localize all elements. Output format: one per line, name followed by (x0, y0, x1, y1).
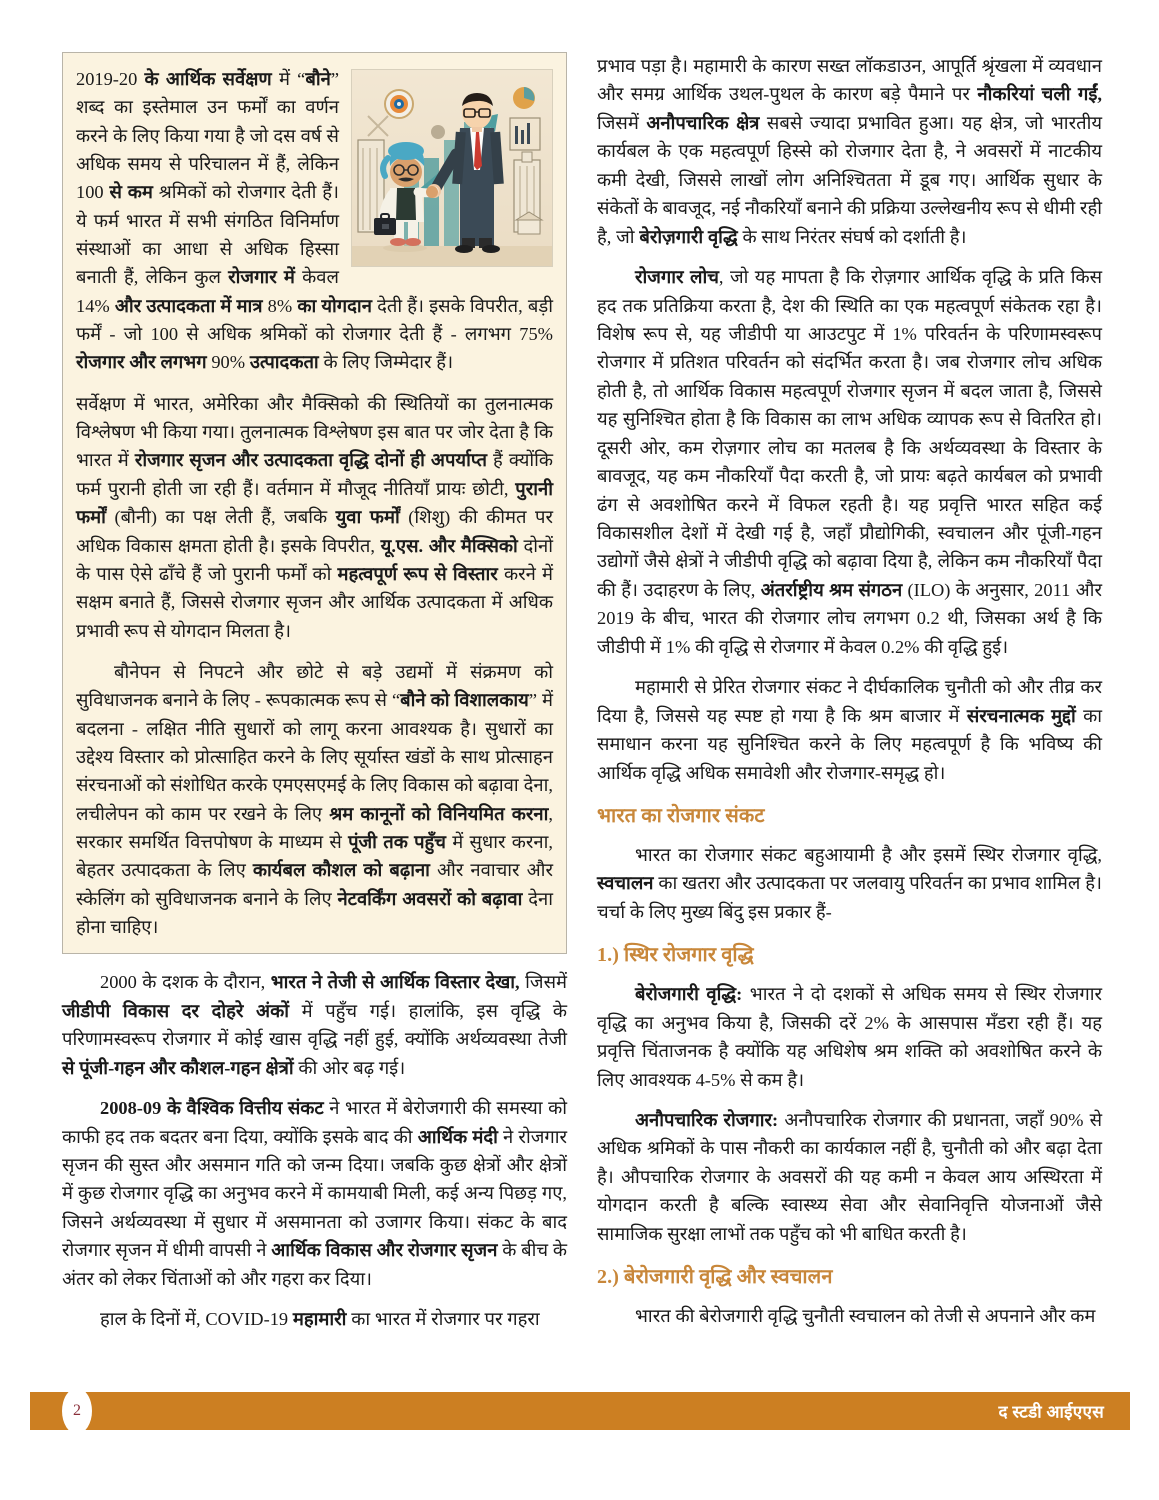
page-number-badge: 2 (62, 1388, 92, 1434)
left-paragraph-3: हाल के दिनों में, COVID-19 महामारी का भारत में रोजगार पर गहरा (100, 1309, 540, 1330)
highlight-paragraph-1: 2019-20 के आर्थिक सर्वेक्षण में “बौने” शब्द का इस्तेमाल उन फर्मों का वर्णन करने के लिए किया गया है जो दस वर्ष से अधिक समय से परिचालन में हैं, लेकिन 100 से कम श्रमिकों को रोजगार देती हैं। ये फर्म भारत में सभी संगठित विनिर्माण संस्थाओं का आधा से अधिक हिस्सा बनाती हैं, लेकिन कुल रोजगार में केवल 14% और उत्पादकता में मात्र 8% का योगदान देती हैं। इसके विपरीत, बड़ी फर्में - जो 100 से अधिक श्रमिकों को रोजगार देती हैं - लगभग 75% रोजगार और लगभग 90% उत्पादकता के लिए जिम्मेदार हैं। (76, 69, 553, 373)
right-paragraph-5: बेरोजगारी वृद्धि: भारत ने दो दशकों से अधिक समय से स्थिर रोजगार वृद्धि का अनुभव किया है, जिसकी दरें 2% के आसपास मँडरा रही हैं। यह प्रवृत्ति चिंताजनक है क्योंकि यह अधिशेष श्रम शक्ति को अवशोषित करने के लिए आवश्यक 4-5% से कम है। (597, 984, 1102, 1090)
right-column (597, 52, 1102, 1367)
right-paragraph-7: भारत की बेरोजगारी वृद्धि चुनौती स्वचालन को तेजी से अपनाने और कम (635, 1306, 1096, 1327)
right-paragraph-6: अनौपचारिक रोजगार: अनौपचारिक रोजगार की प्रधानता, जहाँ 90% से अधिक श्रमिकों के पास नौकरी का कार्यकाल नहीं है, चुनौती को और बढ़ा देता है। औपचारिक रोजगार के अवसरों की यह कमी न केवल आय अस्थिरता में योगदान करती है बल्कि स्वास्थ्य सेवा और सेवानिवृत्ति योजनाओं जैसे सामाजिक सुरक्षा लाभों तक पहुँच को भी बाधित करती है। (597, 1110, 1103, 1244)
page-footer (30, 1392, 1130, 1430)
highlight-box (62, 52, 567, 954)
footer-brand-text: द स्टडी आईएएस (998, 1402, 1104, 1422)
two-column-layout (62, 52, 1102, 1367)
section-heading-2: 2.) बेरोजगारी वृद्धि और स्वचालन (597, 1266, 833, 1289)
right-paragraph-2: रोजगार लोच, जो यह मापता है कि रोज़गार आर्थिक वृद्धि के प्रति किस हद तक प्रतिक्रिया करता है, देश की स्थिति का एक महत्वपूर्ण संकेतक रहा है। विशेष रूप से, यह जीडीपी या आउटपुट में 1% परिवर्तन के परिणामस्वरूप रोजगार में प्रतिशत परिवर्तन को संदर्भित करता है। जब रोजगार लोच अधिक होती है, तो आर्थिक विकास महत्वपूर्ण रोजगार सृजन में बदल जाता है, जिससे यह सुनिश्चित होता है कि विकास का लाभ अधिक व्यापक रूप से वितरित हो। दूसरी ओर, कम रोज़गार लोच का मतलब है कि अर्थव्यवस्था के विस्तार के बावजूद, यह कम नौकरियाँ पैदा करती है, जो प्रायः बढ़ते कार्यबल को प्रभावी ढंग से अवशोषित करने में विफल रहती है। यह प्रवृत्ति भारत सहित कई विकासशील देशों में देखी गई है, जहाँ प्रौद्योगिकी, स्वचालन और पूंजी-गहन उद्योगों जैसे क्षेत्रों ने जीडीपी वृद्धि को बढ़ावा दिया है, लेकिन कम नौकरियाँ पैदा की हैं। उदाहरण के लिए, अंतर्राष्ट्रीय श्रम संगठन (ILO) के अनुसार, 2011 और 2019 के बीच, भारत की रोजगार लोच लगभग 0.2 थी, जिसका अर्थ है कि जीडीपी में 1% की वृद्धि से रोजगार में केवल 0.2% की वृद्धि हुई। (597, 267, 1103, 657)
right-paragraph-4: भारत का रोजगार संकट बहुआयामी है और इसमें स्थिर रोजगार वृद्धि, स्वचालन का खतरा और उत्पादकता पर जलवायु परिवर्तन का प्रभाव शामिल है। चर्चा के लिए मुख्य बिंदु इस प्रकार हैं- (597, 844, 1102, 922)
left-paragraph-2: 2008-09 के वैश्विक वित्तीय संकट ने भारत में बेरोजगारी की समस्या को काफी हद तक बदतर बना दिया, क्योंकि इसके बाद की आर्थिक मंदी ने रोजगार सृजन की सुस्त और असमान गति को जन्म दिया। जबकि कुछ क्षेत्रों और क्षेत्रों में कुछ रोजगार वृद्धि का अनुभव करने में कामयाबी मिली, कई अन्य पिछड़ गए, जिसने अर्थव्यवस्था में सुधार में असमानता को उजागर किया। संकट के बाद रोजगार सृजन में धीमी वापसी ने आर्थिक विकास और रोजगार सृजन के बीच के अंतर को लेकर चिंताओं को और गहरा कर दिया। (62, 1098, 567, 1289)
right-paragraph-1: प्रभाव पड़ा है। महामारी के कारण सख्त लॉकडाउन, आपूर्ति श्रृंखला में व्यवधान और समग्र आर्थिक उथल-पुथल के कारण बड़े पैमाने पर नौकरियां चली गईं, जिसमें अनौपचारिक क्षेत्र सबसे ज्यादा प्रभावित हुआ। यह क्षेत्र, जो भारतीय कार्यबल के एक महत्वपूर्ण हिस्से को रोजगार देता है, ने अवसरों में नाटकीय कमी देखी, जिससे लाखों लोग अनिश्चितता में डूब गए। आर्थिक सुधार के संकेतों के बावजूद, नई नौकरियाँ बनाने की प्रक्रिया उल्लेखनीय रूप से धीमी रही है, जो बेरोज़गारी वृद्धि के साथ निरंतर संघर्ष को दर्शाती है। (597, 56, 1103, 247)
highlight-paragraph-3: बौनेपन से निपटने और छोटे से बड़े उद्यमों में संक्रमण को सुविधाजनक बनाने के लिए - रूपकात्मक रूप से “बौने को विशालकाय” में बदलना - लक्षित नीति सुधारों को लागू करना आवश्यक है। सुधारों का उद्देश्य विस्तार को प्रोत्साहित करने के लिए सूर्यास्त खंडों के साथ प्रोत्साहन संरचनाओं को संशोधित करके एमएसएमई के लिए विकास को बढ़ावा देना, लचीलेपन को काम पर रखने के लिए श्रम कानूनों को विनियमित करना, सरकार समर्थित वित्तपोषण के माध्यम से पूंजी तक पहुँच में सुधार करना, बेहतर उत्पादकता के लिए कार्यबल कौशल को बढ़ाना और नवाचार और स्केलिंग को सुविधाजनक बनाने के लिए नेटवर्किंग अवसरों को बढ़ावा देना होना चाहिए। (76, 661, 554, 937)
section-heading-main: भारत का रोजगार संकट (597, 804, 765, 827)
left-column (62, 52, 567, 1367)
left-paragraph-1: 2000 के दशक के दौरान, भारत ने तेजी से आर्थिक विस्तार देखा, जिसमें जीडीपी विकास दर दोहरे अंकों में पहुँच गई। हालांकि, इस वृद्धि के परिणामस्वरूप रोजगार में कोई खास वृद्धि नहीं हुई, क्योंकि अर्थव्यवस्था तेजी से पूंजी-गहन और कौशल-गहन क्षेत्रों की ओर बढ़ गई। (62, 972, 568, 1078)
section-heading-1: 1.) स्थिर रोजगार वृद्धि (597, 944, 754, 967)
right-paragraph-3: महामारी से प्रेरित रोजगार संकट ने दीर्घकालिक चुनौती को और तीव्र कर दिया है, जिससे यह स्पष्ट हो गया है कि श्रम बाजार में संरचनात्मक मुद्दों का समाधान करना यह सुनिश्चित करने के लिए महत्वपूर्ण है कि भविष्य की आर्थिक वृद्धि अधिक समावेशी और रोजगार-समृद्ध हो। (597, 677, 1102, 783)
handshake-dwarf-giant-illustration (351, 69, 553, 267)
highlight-paragraph-2: सर्वेक्षण में भारत, अमेरिका और मैक्सिको की स्थितियों का तुलनात्मक विश्लेषण भी किया गया। तुलनात्मक विश्लेषण इस बात पर जोर देता है कि भारत में रोजगार सृजन और उत्पादकता वृद्धि दोनों ही अपर्याप्त हैं क्योंकि फर्म पुरानी होती जा रही हैं। वर्तमान में मौजूद नीतियाँ प्रायः छोटी, पुरानी फर्मों (बौनी) का पक्ष लेती हैं, जबकि युवा फर्मों (शिशु) की कीमत पर अधिक विकास क्षमता होती है। इसके विपरीत, यू.एस. और मैक्सिको दोनों के पास ऐसे ढाँचे हैं जो पुरानी फर्मों को महत्वपूर्ण रूप से विस्तार करने में सक्षम बनाते हैं, जिससे रोजगार सृजन और आर्थिक उत्पादकता में अधिक प्रभावी रूप से योगदान मिलता है। (76, 393, 554, 641)
